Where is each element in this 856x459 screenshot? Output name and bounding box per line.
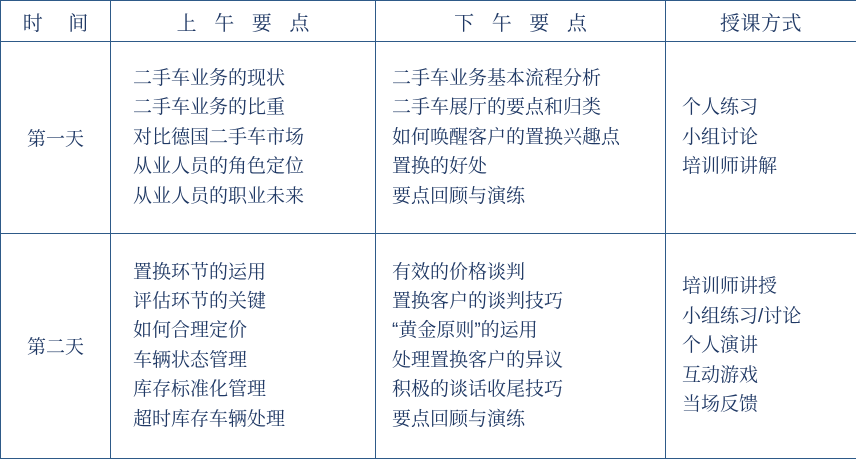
list-item: 从业人员的角色定位: [133, 156, 305, 178]
header-time: [1, 1, 111, 42]
header-afternoon: [376, 1, 666, 42]
list-item: “黄金原则”的运用: [392, 320, 538, 342]
list-item: 处理置换客户的异议: [392, 349, 564, 371]
method-cell-1: [666, 42, 856, 234]
table-row: [1, 42, 856, 234]
morning-points-cell-2: [111, 233, 376, 458]
list-item: 车辆状态管理: [133, 349, 248, 371]
header-time-label: 时 间: [22, 12, 99, 35]
list-item: 小组讨论: [682, 126, 759, 148]
list-item: 当场反馈: [682, 394, 759, 416]
list-item: 从业人员的职业未来: [133, 185, 305, 207]
morning-points-list: [133, 64, 375, 211]
afternoon-points-list: [392, 258, 665, 435]
list-item: 二手车业务基本流程分析: [392, 67, 602, 89]
morning-points-list: [133, 258, 375, 435]
day-label: 第二天: [26, 337, 84, 359]
table-header-row: [1, 1, 856, 42]
list-item: 二手车业务的现状: [133, 67, 286, 89]
list-item: 评估环节的关键: [133, 290, 267, 312]
list-item: 如何唤醒客户的置换兴趣点: [392, 126, 621, 148]
list-item: 积极的谈话收尾技巧: [392, 379, 564, 401]
list-item: 置换客户的谈判技巧: [392, 290, 564, 312]
afternoon-points-cell-1: [376, 42, 666, 234]
list-item: 置换的好处: [392, 156, 488, 178]
method-cell-2: [666, 233, 856, 458]
list-item: 二手车业务的比重: [133, 97, 286, 119]
day-label-cell-2: [1, 233, 111, 458]
method-list: [682, 93, 856, 181]
list-item: 超时库存车辆处理: [133, 408, 286, 430]
table-row: [1, 233, 856, 458]
day-label-cell-1: [1, 42, 111, 234]
header-morning: [111, 1, 376, 42]
list-item: 如何合理定价: [133, 320, 248, 342]
list-item: 培训师讲解: [682, 156, 778, 178]
list-item: 库存标准化管理: [133, 379, 267, 401]
list-item: 要点回顾与演练: [392, 408, 526, 430]
list-item: 培训师讲授: [682, 276, 778, 298]
list-item: 二手车展厅的要点和归类: [392, 97, 602, 119]
afternoon-points-list: [392, 64, 665, 211]
list-item: 个人练习: [682, 97, 759, 119]
day-label: 第一天: [26, 128, 84, 150]
header-method-label: 授课方式: [720, 12, 802, 35]
list-item: 置换环节的运用: [133, 261, 267, 283]
list-item: 对比德国二手车市场: [133, 126, 305, 148]
list-item: 有效的价格谈判: [392, 261, 526, 283]
header-morning-label: 上 午 要 点: [176, 12, 316, 35]
list-item: 个人演讲: [682, 335, 759, 357]
morning-points-cell-1: [111, 42, 376, 234]
header-method: [666, 1, 856, 42]
list-item: 互动游戏: [682, 364, 759, 386]
header-afternoon-label: 下 午 要 点: [454, 12, 593, 35]
list-item: 要点回顾与演练: [392, 185, 526, 207]
afternoon-points-cell-2: [376, 233, 666, 458]
list-item: 小组练习/讨论: [682, 305, 802, 327]
method-list: [682, 272, 856, 419]
